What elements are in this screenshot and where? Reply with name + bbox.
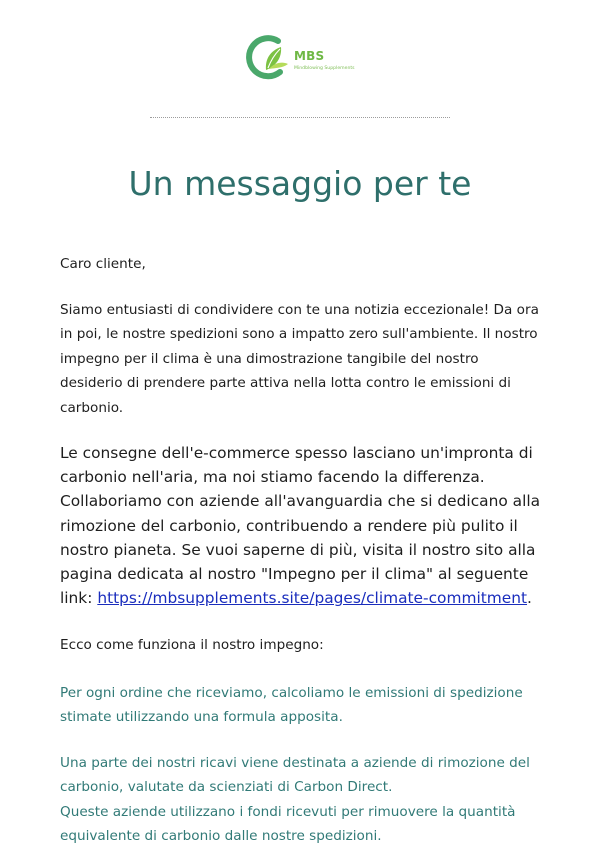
link-suffix: . <box>527 589 532 608</box>
email-body <box>60 252 545 849</box>
how-it-works-heading: Ecco come funziona il nostro impegno: <box>60 637 324 654</box>
brand-logo[interactable] <box>244 32 364 82</box>
step-1-text: Per ogni ordine che riceviamo, calcoliamo le emissioni di spedizione stimate utilizzando una formula apposita. <box>60 684 523 726</box>
leaf-logo-icon <box>244 32 294 82</box>
brand-name: MBS <box>294 49 325 63</box>
commitment-text: Le consegne dell'e-commerce spesso lasciano un'impronta di carbonio nell'aria, ma noi stiamo facendo la differenza. Collaboriamo con aziende all'avanguardia che si dedicano alla rimozione del carbonio, contribuendo a rendere più pulito il nostro pianeta. Se vuoi saperne di più, visita il nostro sito alla pagina dedicata al nostro "Impegno per il clima" al seguente link: <box>60 444 541 608</box>
page-title: Un messaggio per te <box>128 164 472 203</box>
commitment-paragraph <box>60 441 545 610</box>
brand-tagline: Mindblowing Supplements <box>294 66 355 71</box>
header-divider <box>150 117 450 118</box>
intro-paragraph: Siamo entusiasti di condividere con te una notizia eccezionale! Da ora in poi, le nostre spedizioni sono a impatto zero sull'ambiente. Il nostro impegno per il clima è una dimostrazione tangibile del nostro desiderio di prendere parte attiva nella lotta contro le emissioni di carbonio. <box>60 301 539 416</box>
greeting-text: Caro cliente, <box>60 256 146 272</box>
step-2a-text: Una parte dei nostri ricavi viene destinata a aziende di rimozione del carbonio, valutate da scienziati di Carbon Direct. <box>60 754 530 796</box>
climate-commitment-link[interactable]: https://mbsupplements.site/pages/climate-commitment <box>97 589 528 608</box>
step-2b-text: Queste aziende utilizzano i fondi ricevuti per rimuovere la quantità equivalente di carbonio dalle nostre spedizioni. <box>60 803 516 845</box>
